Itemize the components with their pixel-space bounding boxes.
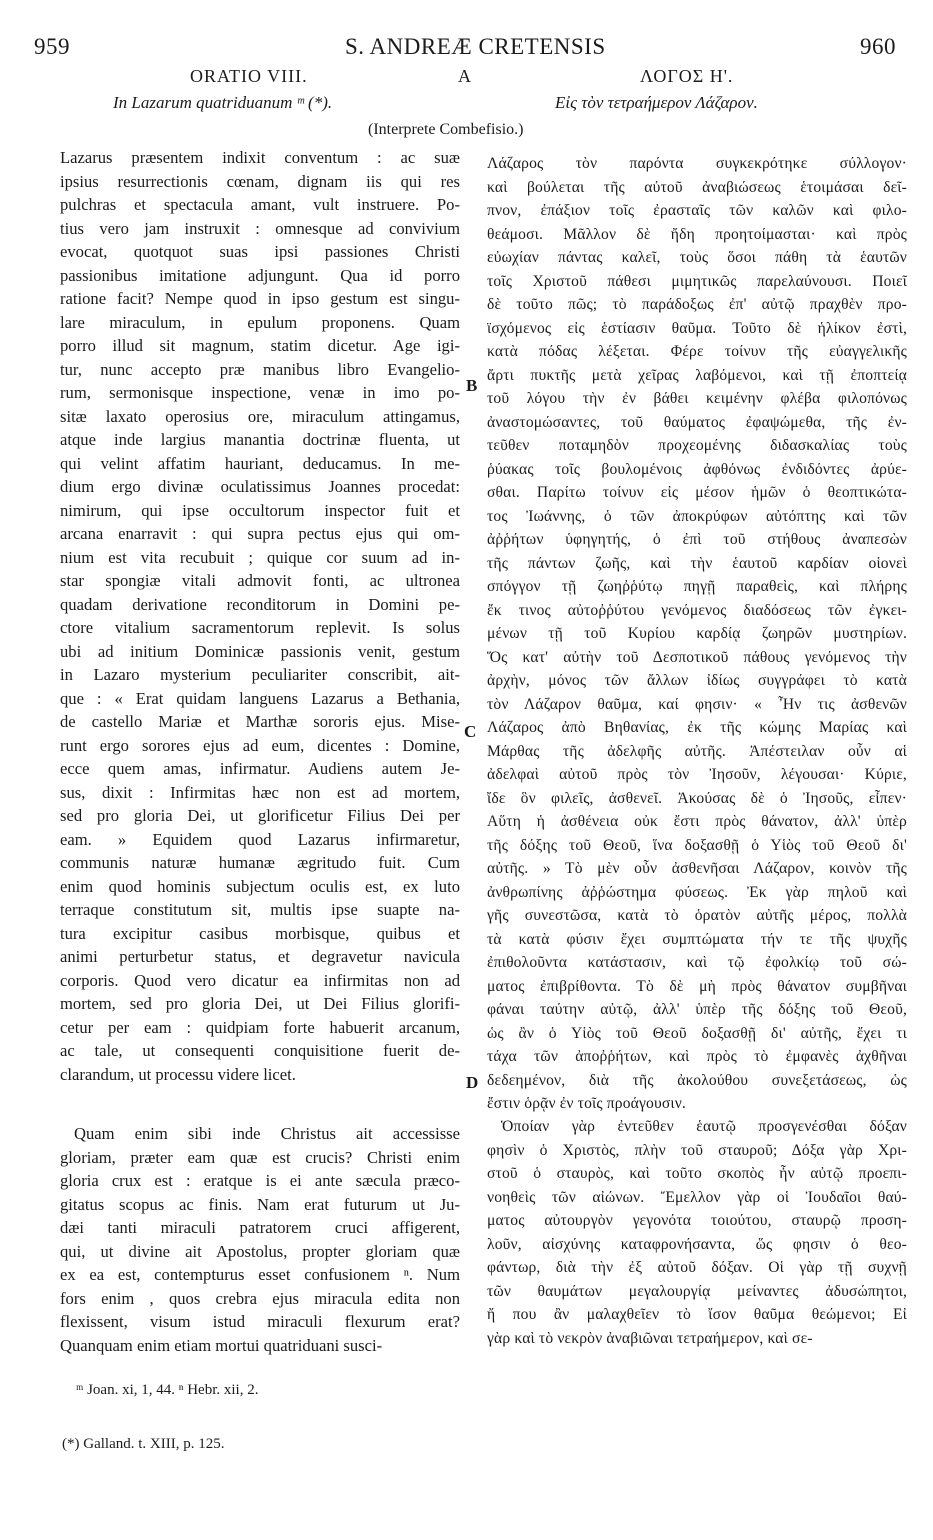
margin-letter-a: A (458, 66, 471, 86)
text-line: terraque constitutum sit, multis ipse suapte na- (60, 900, 460, 919)
text-line: clarandum, ut processu videre licet. (60, 1064, 296, 1084)
text-line: σπόγγον τῇ ζωηῤῥύτῳ πηγῇ παραθεὶς, καὶ πλήρης (487, 578, 907, 595)
text-line: pulchras et spectacula amant, vult instruere. Po- (60, 195, 460, 214)
text-line: φησὶν ὁ Χριστὸς, πλὴν τοῦ σταυροῦ; Δόξα γὰρ Χρι- (487, 1141, 907, 1159)
text-line: ϊσχόμενος εἰς ἑστίασιν θαῦμα. Τοῦτο δὲ ἡλίκον ἐστὶ, (487, 319, 907, 337)
text-line: τῆς δόξης τοῦ Θεοῦ, ἵνα δοξασθῇ ὁ Υἱὸς τοῦ Θεοῦ δι' (487, 836, 907, 854)
text-line: σθαι. Παρίτω τοίνυν εἰς μέσον ἡμῶν ὁ θεοπτικώτα- (487, 484, 907, 501)
running-title: S. ANDREÆ CRETENSIS (345, 34, 606, 59)
text-line: τοῦ λόγου τὴν ἐν βάθει κειμένην φλέβα φιλοπόνως (487, 390, 907, 407)
text-line: Ὁποίαν γὰρ ἐντεῦθεν ἑαυτῷ προσγενέσθαι δόξαν (501, 1118, 907, 1135)
greek-paragraph-1 (487, 152, 907, 1116)
text-line: ἀδελφαὶ αὐτοῦ πρὸς τὸν Ἰησοῦν, λέγουσαι· Κύριε, (487, 766, 907, 783)
text-line: ex ea est, contempturus esset confusionem ⁿ. Num (60, 1265, 460, 1284)
text-line: ἔκ τινος αὐτοῤῥύτου γενόμενος διαδόσεως τῶν ἐγκει- (487, 601, 907, 619)
greek-paragraph-2 (487, 1115, 907, 1350)
text-line: animi perturbetur status, et degravetur navicula (60, 947, 460, 966)
text-line: πνον, ἐπάξιον τοῖς ἐρασταῖς τῶν καλῶν καὶ φιλο- (487, 202, 907, 219)
subtitle-latin: In Lazarum quatriduanum ᵐ (*). (113, 93, 333, 112)
latin-paragraph-1 (60, 146, 460, 1086)
text-line: ματος ἐπιβρίθοντα. Τὸ δὲ μὴ πρὸς θάνατον συμβῆναι (487, 977, 907, 995)
margin-letter-d: D (466, 1073, 479, 1092)
text-line: ipsius resurrectionis cœnam, dignam iis qui res (60, 171, 460, 191)
text-line: τεῦθεν ποταμηδὸν προχεομένης διδασκαλίας τοὺς (487, 437, 907, 454)
text-line: ἀρχὴν, μόνος τῶν ἄλλων ἰδίως συγγράφει τὸ κατὰ (487, 672, 907, 689)
text-line: de castello Mariæ et Marthæ sororis ejus. Mise- (60, 712, 460, 731)
text-line: τὸν Λάζαρον θαῦμα, καί φησιν· « Ἦν τις ἀσθενῶν (487, 695, 907, 713)
text-line: φάντωρ, διὰ τὴν ἐξ αὐτοῦ δόξαν. Οἱ γὰρ τῇ συχνῇ (487, 1259, 907, 1276)
text-line: θεάμοσι. Μᾶλλον δὲ ἤδη προητοίμασται· καὶ πρὸς (487, 225, 907, 243)
text-line: communis naturæ humanæ ægritudo fuit. Cum (60, 853, 460, 872)
text-line: flexissent, visum istud miraculi flexurum erat? (60, 1312, 460, 1331)
text-line: ac tale, ut consequenti conquisitione fuerit de- (60, 1041, 460, 1060)
text-line: Quanquam enim etiam mortui quatriduani susci- (60, 1335, 383, 1355)
text-line: φάναι ταύτην αὐτῷ, ἀλλ' ὑπὲρ τῆς δόξης τοῦ Θεοῦ, (487, 1001, 907, 1018)
text-line: qui velint affatim hauriant, deducamus. In me- (60, 453, 460, 473)
text-line: ἀναστομώσαντες, τοῦ θαύματος ἐφαψώμεθα, τῆς ἐν- (487, 413, 907, 431)
text-line: δὲ τοῦτο πῶς; τὸ παράδοξως ἐπ' αὐτῷ πραχθὲν προ- (487, 296, 907, 313)
text-line: evocat, quotquot suas ipsi passiones Christi (60, 242, 460, 261)
text-line: ἤ που ἂν μαλαχθεῖεν τὸ ἴσον θαῦμα θεώμενοι; Εἰ (487, 1306, 907, 1323)
page-number-left: 959 (34, 34, 70, 59)
text-line: star spongiæ vitali admovit fonti, ac ultronea (60, 571, 460, 590)
footnote-source: (*) Galland. t. XIII, p. 125. (62, 1436, 225, 1452)
text-line: sed pro gloria Dei, ut glorificetur Filius Dei per (60, 806, 460, 825)
text-line: ctore vitalium sacramentorum replevit. Is solus (60, 618, 460, 637)
text-line: eam. » Equidem quod Lazarus infirmaretur, (60, 829, 460, 849)
text-line: τῶν θαυμάτων μεγαλουργίᾳ μείναντες ἀδυσώπητοι, (487, 1282, 907, 1300)
text-line: κατὰ πόδας λέξεται. Φέρε τοίνυν τῆς εὐαγγελικῆς (487, 343, 907, 360)
text-line: porro illud sit magnum, statim dicetur. Age igi- (60, 336, 460, 355)
text-line: ἀνθρωπίνης ἀῤῥώστημα φύσεως. Ἐκ γὰρ πηλοῦ καὶ (487, 883, 907, 901)
text-line: cetur per eam : quidpiam forte habuerit arcanum, (60, 1017, 460, 1037)
text-line: τος Ἰωάννης, ὁ τῶν ἀποκρύφων αὐτόπτης καὶ τῶν (487, 507, 907, 525)
interpreter-note: (Interprete Combefisio.) (368, 121, 524, 138)
latin-paragraph-2 (60, 1122, 460, 1357)
text-line: fors enim , quos crebra ejus miracula edita non (60, 1288, 460, 1308)
text-line: ubi ad initium Dominicæ passionis venit, gestum (60, 641, 460, 661)
text-line: Μάρθας τῆς ἀδελφῆς αὐτῆς. Ἀπέστειλαν οὖν αἱ (487, 742, 907, 760)
text-line: νοηθεὶς τῶν αἰώνων. Ἔμελλον γὰρ οἱ Ἰουδαῖοι θαύ- (487, 1188, 907, 1206)
text-line: tius vero jam instruxit : omnesque ad convivium (60, 218, 460, 238)
text-line: Λάζαρος ἀπὸ Βηθανίας, ἐκ τῆς κώμης Μαρίας καὶ (487, 719, 907, 736)
text-line: qui, ut divine ait Apostolus, propter gloriam quæ (60, 1241, 460, 1261)
text-line: arcana enarravit : qui supra pectus ejus qui om- (60, 524, 460, 543)
text-line: γὰρ καὶ τὸ νεκρὸν ἀναβιῶναι τετραήμερον, καὶ σε- (487, 1329, 813, 1347)
text-line: καὶ βούλεται τῆς αὐτοῦ ἀναβιώσεως ἑτοιμάσαι δεῖ- (487, 178, 907, 196)
text-line: sitæ laxato operosius ore, miraculum attingamus, (60, 406, 460, 426)
subtitle-greek: Εἰς τὸν τετραήμερον Λάζαρον. (555, 93, 758, 112)
text-line: atque inde largius manantia doctrinæ fluenta, ut (60, 430, 460, 449)
text-line: corporis. Quod vero dicatur ea infirmitas non ad (60, 970, 460, 990)
margin-letter-b: B (466, 376, 478, 395)
text-line: gloriam, præter eam quæ est crucis? Christi enim (60, 1147, 460, 1167)
text-line: que : « Erat quidam languens Lazarus a Bethania, (60, 688, 460, 708)
text-line: λοῦν, αἰσχύνης καταφρονήσαντα, ὥς φησιν ὁ θεο- (487, 1235, 907, 1253)
text-line: στοῦ ὁ σταυρὸς, καὶ τοῦτο σκοπὸς ἦν αὐτῷ προεπι- (487, 1165, 907, 1182)
text-line: ἴδε ὃν φιλεῖς, ἀσθενεῖ. Ἀκούσας δὲ ὁ Ἰησοῦς, εἶπεν· (487, 789, 907, 807)
oration-title-greek: ΛΟΓΟΣ Η'. (640, 66, 734, 86)
oration-title-latin: ORATIO VIII. (190, 66, 308, 86)
text-line: Αὕτη ἡ ἀσθένεια οὐκ ἔστι πρὸς θάνατον, ἀλλ' ὑπὲρ (487, 813, 907, 830)
text-line: dæi tanti miraculi patratorem cruci affigerent, (60, 1218, 460, 1237)
text-line: Ὅς κατ' αὐτὴν τοῦ Δεσποτικοῦ πάθους γενόμενος τὴν (487, 648, 907, 666)
page-number-right: 960 (860, 34, 896, 59)
text-line: ἐπιθολοῦντα κατάστασιν, καὶ τῷ ἐφολκίῳ τοῦ σώ- (487, 954, 907, 971)
text-line: γῆς συνεστῶσα, κατὰ τὸ ὁρατὸν αὐτῆς μέρος, πολλὰ (487, 907, 907, 924)
text-line: μένων τῇ τοῦ Κυρίου καρδίᾳ ζωηρῶν μυστηρίων. (487, 625, 907, 642)
text-line: quadam derivatione reconditorum in Domini pe- (60, 594, 460, 614)
text-line: τάχα τῶν ἀποῤῥήτων, καὶ πρὸς τὸ ἐμφανὲς ἀχθῆναι (487, 1048, 907, 1065)
text-line: εὐωχίαν πάντας καλεῖ, τοὺς ὅσοι πάθη τὰ ἑαυτῶν (487, 249, 907, 266)
text-line: gitatus scopus ac finis. Nam erat futurum ut Ju- (60, 1194, 460, 1214)
text-line: runt ergo sorores ejus ad eum, dicentes : Domine, (60, 735, 460, 755)
text-line: τὰ κατὰ φύσιν ἔχει συμπτώματα τήν τε τῆς ψυχῆς (487, 930, 907, 948)
text-line: dium ergo divinæ oculatissimus Joannes procedat: (60, 477, 460, 496)
text-line: ἔστιν ὁρᾷν ἐν τοῖς προάγουσιν. (487, 1095, 686, 1112)
text-line: in Lazaro mysterium peculiariter conscribit, ait- (60, 665, 460, 684)
text-line: ecce quem amas, infirmatur. Audiens autem Je- (60, 759, 460, 778)
text-line: τῆς πάντων ζωῆς, καὶ τὴν ἑαυτοῦ καρδίαν οἱονεὶ (487, 554, 907, 572)
text-line: rum, sermonisque inspectione, venæ in imo po- (60, 383, 460, 402)
text-line: enim quod hominis subjectum oculis est, ex luto (60, 876, 460, 896)
text-line: Λάζαρος τὸν παρόντα συγκεκρότηκε σύλλογον· (487, 155, 907, 172)
text-line: lare miraculum, in epulum proponens. Quam (60, 312, 460, 332)
text-line: nium est vita recubuit ; quique cor suum ad in- (60, 547, 460, 567)
text-line: nimirum, qui ipse occultorum inspector fuit et (60, 500, 460, 520)
text-line: ἄρτι πυκτῆς μετὰ χεῖρας λαβόμενοι, καὶ τῇ ἐποπτείᾳ (487, 366, 907, 384)
text-line: tur, nunc accepto præ manibus libro Evangelio- (60, 359, 460, 379)
text-line: ματος αὐτουργὸν γεγονότα τοιούτου, σταυρῷ προση- (487, 1212, 907, 1229)
text-line: Quam enim sibi inde Christus ait accessisse (74, 1124, 460, 1143)
text-line: ῥύακας τοῖς βουλομένοις ἀφθόνως ἐνδιδόντες ἀρύε- (487, 460, 907, 478)
text-line: Lazarus præsentem indixit conventum : ac suæ (60, 148, 460, 167)
text-line: tura excipitur casibus morbisque, quibus et (60, 923, 460, 943)
text-line: δεδεημένον, διὰ τῆς ἀκολούθου συνεξετάσεως, ὡς (487, 1071, 907, 1089)
text-line: passionibus imitatione adjungunt. Qua id porro (60, 265, 460, 285)
text-line: ratione facit? Nempe quod in ipso gestum est singu- (60, 289, 460, 308)
text-line: τοῖς Χριστοῦ πάθεσι μιμητικῶς παρελαύνουσι. Ποιεῖ (487, 272, 907, 290)
footnote-scripture: ᵐ Joan. xi, 1, 44. ⁿ Hebr. xii, 2. (76, 1382, 259, 1398)
text-line: gloria crux est : eratque is ei ante sæcula præco- (60, 1171, 460, 1190)
text-line: ἀῤῥήτων ὑφηγητής, ὁ ἐπὶ τοῦ στήθους ἀναπεσὼν (487, 531, 907, 548)
text-line: mortem, sed pro gloria Dei, ut Dei Filius glorifi- (60, 994, 460, 1013)
text-line: sus, dixit : Infirmitas hæc non est ad mortem, (60, 782, 460, 802)
text-line: αὐτῆς. » Τὸ μὲν οὖν ἀσθενῆσαι Λάζαρον, κοινὸν τῆς (487, 860, 907, 877)
margin-letter-c: C (464, 722, 477, 741)
text-line: ὡς ἂν ὁ Υἱὸς τοῦ Θεοῦ δοξασθῇ δι' αὐτῆς, ἔχει τι (487, 1024, 907, 1042)
